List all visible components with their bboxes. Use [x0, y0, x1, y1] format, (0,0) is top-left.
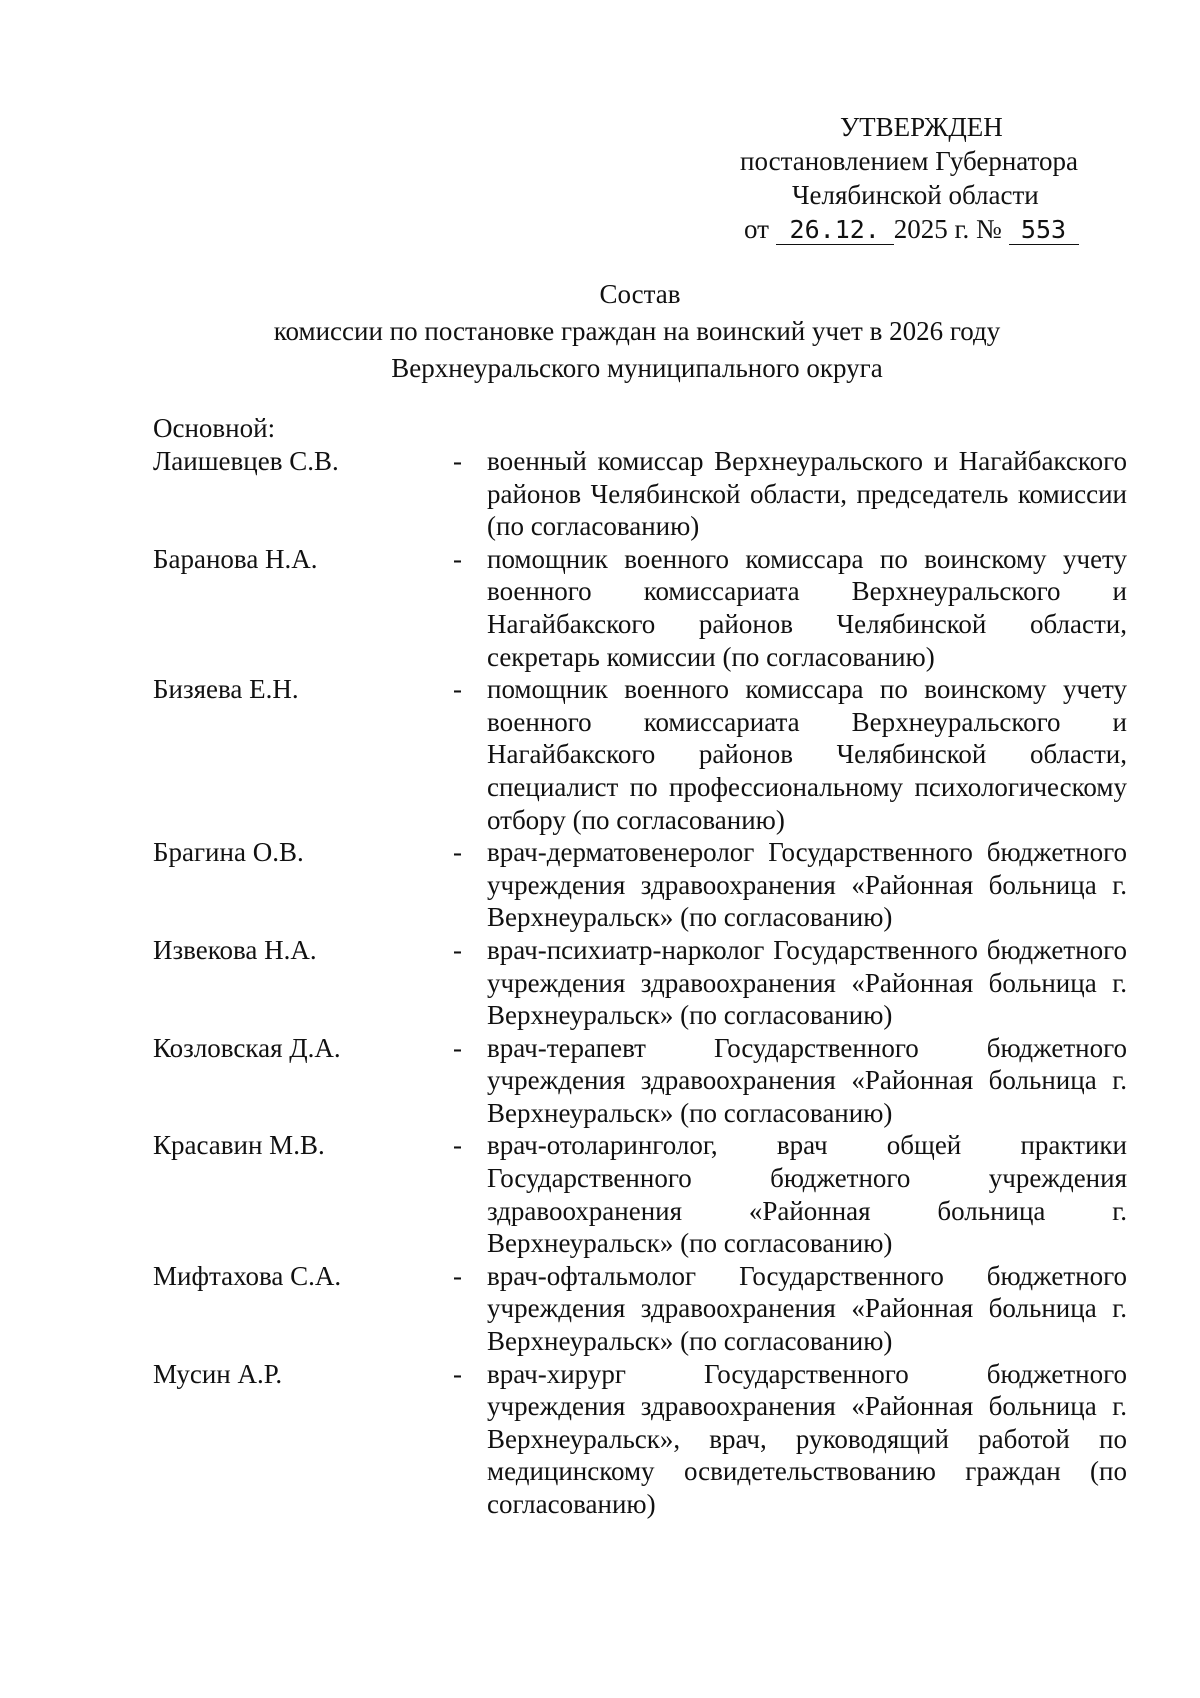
member-role: врач-терапевт Государственного бюджетного учреждения здравоохранения «Районная больница г. Верхнеуральск» (по согласованию): [487, 1032, 1127, 1128]
member-role: помощник военного комиссара по воинскому учету военного комиссариата Верхнеуральского и Нагайбакского районов Челябинской области, секретарь комиссии (по согласованию): [487, 543, 1127, 672]
title-heading: Состав: [599, 279, 681, 309]
members-list: [153, 445, 1127, 1521]
region-line: Челябинской области: [792, 180, 1039, 210]
member-name: Козловская Д.А.: [153, 1032, 341, 1063]
member-dash: -: [453, 934, 462, 965]
member-dash: -: [453, 837, 462, 868]
member-name: Мусин А.Р.: [153, 1358, 283, 1389]
member-dash: -: [453, 446, 462, 476]
member-row: [153, 445, 1127, 543]
document-title: [0, 276, 1200, 387]
member-dash: -: [453, 543, 462, 574]
member-name: Извекова Н.А.: [153, 934, 317, 965]
member-name: Брагина О.В.: [153, 837, 304, 868]
from-label: от: [744, 214, 769, 244]
member-dash: -: [453, 1032, 462, 1063]
member-role: помощник военного комиссара по воинскому учету военного комиссариата Верхнеуральского и Нагайбакского районов Челябинской области, специалист по профессиональному психологическому отбору (по согласованию): [487, 674, 1127, 835]
section-label: Основной:: [153, 413, 276, 443]
member-row: [153, 934, 1127, 1032]
member-name: Красавин М.В.: [153, 1130, 325, 1161]
member-dash: -: [453, 1260, 462, 1291]
member-name: Лаишевцев С.В.: [153, 446, 339, 476]
resolution-date: 26.12.: [776, 216, 894, 245]
member-name: Бизяева Е.Н.: [153, 674, 299, 705]
resolution-number: 553: [1009, 216, 1079, 245]
member-role: врач-психиатр-нарколог Государственного бюджетного учреждения здравоохранения «Районная больница г. Верхнеуральск» (по согласованию): [487, 934, 1127, 1031]
member-row: [153, 673, 1127, 836]
approved-stamp-text: УТВЕРЖДЕН: [840, 112, 1003, 142]
member-dash: -: [453, 1130, 462, 1161]
member-dash: -: [453, 1358, 462, 1389]
member-row: [153, 1358, 1127, 1521]
member-role: врач-дерматовенеролог Государственного бюджетного учреждения здравоохранения «Районная больница г. Верхнеуральск» (по согласованию): [487, 837, 1127, 933]
member-row: [153, 543, 1127, 673]
date-number-line: [740, 212, 1140, 246]
member-role: военный комиссар Верхнеуральского и Нагайбакского районов Челябинской области, председатель комиссии (по согласованию): [487, 446, 1127, 542]
member-role: врач-хирург Государственного бюджетного учреждения здравоохранения «Районная больница г. Верхнеуральск», врач, руководящий работой по медицинскому освидетельствованию граждан (по согласованию): [487, 1358, 1127, 1519]
member-row: [153, 1032, 1127, 1130]
member-row: [153, 1129, 1127, 1259]
member-name: Мифтахова С.А.: [153, 1260, 342, 1291]
title-line-3: Верхнеуральского муниципального округа: [391, 353, 883, 383]
member-dash: -: [453, 674, 462, 705]
resolution-year: 2025 г. №: [893, 214, 1002, 244]
resolution-line: постановлением Губернатора: [740, 146, 1078, 176]
member-role: врач-отоларинголог, врач общей практики Государственного бюджетного учреждения здравоохранения «Районная больница г. Верхнеуральск» (по согласованию): [487, 1130, 1127, 1259]
member-name: Баранова Н.А.: [153, 543, 318, 574]
member-row: [153, 836, 1127, 934]
approval-block: [740, 110, 1140, 246]
title-line-2: комиссии по постановке граждан на воинский учет в 2026 году: [273, 316, 1001, 346]
member-row: [153, 1260, 1127, 1358]
member-role: врач-офтальмолог Государственного бюджетного учреждения здравоохранения «Районная больница г. Верхнеуральск» (по согласованию): [487, 1260, 1127, 1357]
